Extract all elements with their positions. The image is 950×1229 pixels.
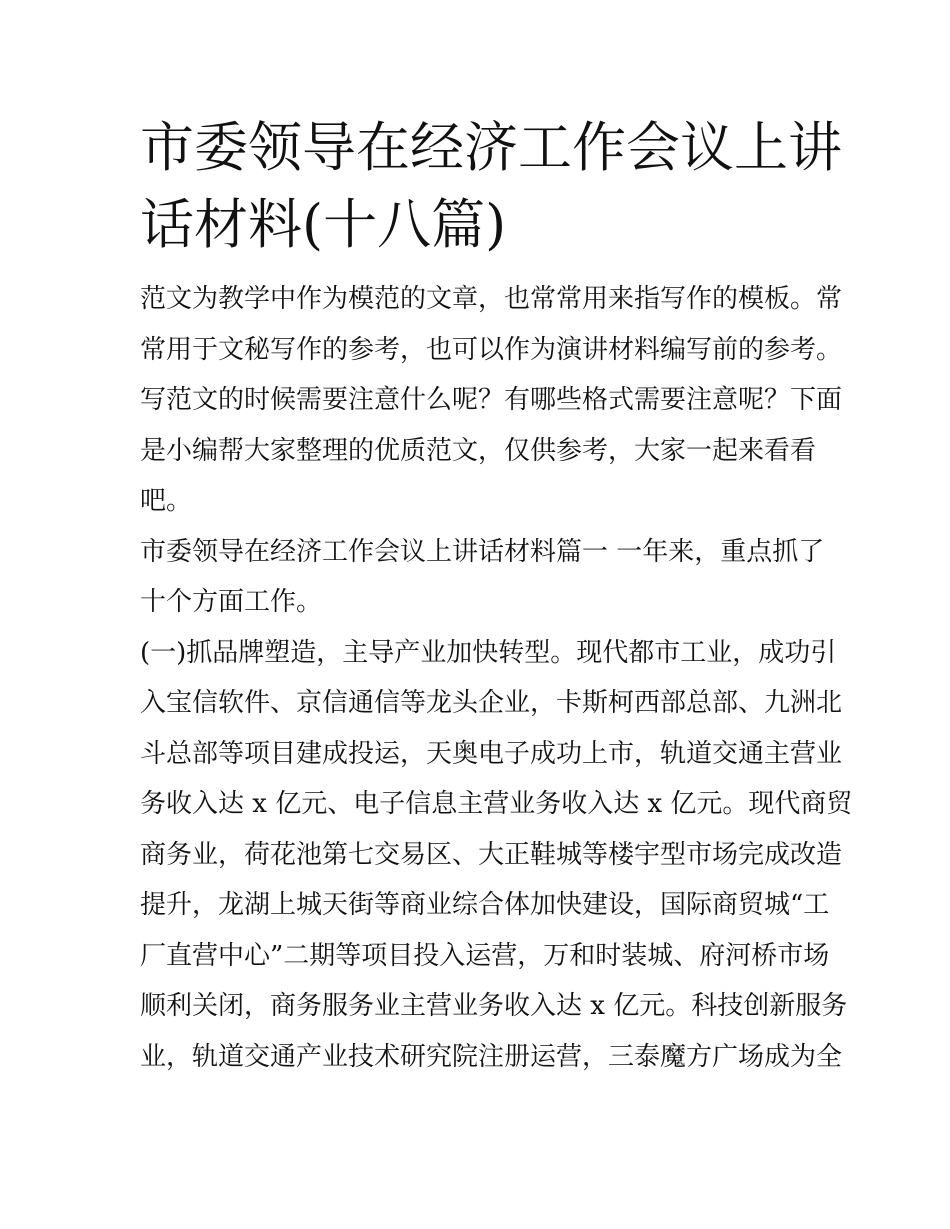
body-line-9: 入宝信软件、京信通信等龙头企业，卡斯柯西部总部、九洲北 [140,688,843,718]
body-line-6: 市委领导在经济工作会议上讲话材料篇一 一年来，重点抓了 [140,537,825,567]
body-line-5: 吧。 [140,486,193,516]
body-line-4: 是小编帮大家整理的优质范文，仅供参考，大家一起来看看 [140,436,817,466]
body-line-10: 斗总部等项目建成投运，天奥电子成功上市，轨道交通主营业 [140,739,843,769]
body-line-14: 厂直营中心”二期等项目投入运营，万和时装城、府河桥市场 [140,941,830,971]
body-line-11: 务收入达 x 亿元、电子信息主营业务收入达 x 亿元。现代商贸 [140,789,853,819]
body-line-2: 常用于文秘写作的参考，也可以作为演讲材料编写前的参考。 [140,335,843,365]
body-line-8: (一)抓品牌塑造，主导产业加快转型。现代都市工业，成功引 [140,638,837,668]
body-line-12: 商务业，荷花池第七交易区、大正鞋城等楼宇型市场完成改造 [140,840,843,870]
body-line-3: 写范文的时候需要注意什么呢？有哪些格式需要注意呢？下面 [140,385,843,415]
body-line-16: 业，轨道交通产业技术研究院注册运营，三泰魔方广场成为全 [140,1042,843,1072]
body-line-15: 顺利关闭，商务服务业主营业务收入达 x 亿元。科技创新服务 [140,991,848,1021]
body-line-1: 范文为教学中作为模范的文章，也常常用来指写作的模板。常 [140,284,843,314]
body-line-7: 十个方面工作。 [140,587,323,617]
document-title-line-1: 市委领导在经济工作会议上讲 [140,116,842,179]
document-title-line-2: 话材料(十八篇) [140,193,507,256]
body-line-13: 提升，龙湖上城天街等商业综合体加快建设，国际商贸城“工 [140,890,830,920]
